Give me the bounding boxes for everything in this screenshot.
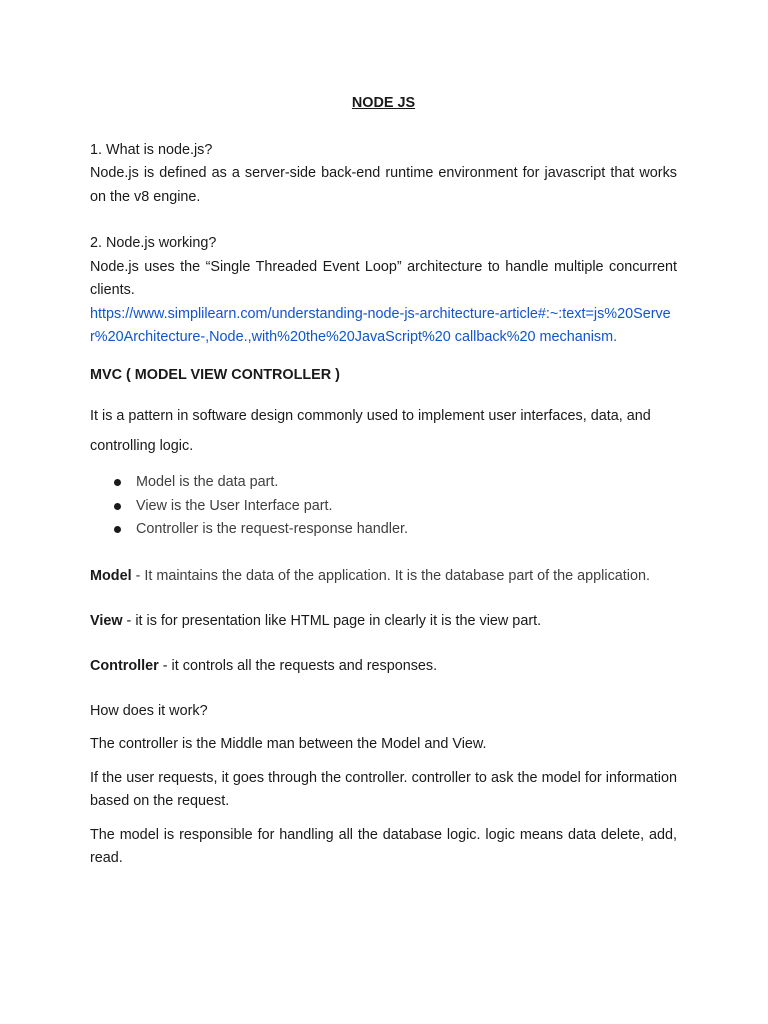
spacer <box>90 461 677 471</box>
view-definition <box>90 611 677 632</box>
model-term: Model <box>90 567 132 584</box>
controller-term: Controller <box>90 657 159 674</box>
mvc-intro: It is a pattern in software design commonly used to implement user interfaces, data, and controlling logic. <box>90 408 651 454</box>
how-it-works-paragraph-1: The controller is the Middle man between the Model and View. <box>90 736 487 752</box>
question-what-is-nodejs: 1. What is node.js? <box>90 141 213 158</box>
controller-definition <box>90 656 677 677</box>
spacer <box>90 757 677 767</box>
bullet-icon <box>114 503 121 510</box>
list-item: Model is the data part. <box>114 471 677 495</box>
bullet-icon <box>114 526 121 533</box>
how-it-works-heading: How does it work? <box>90 702 208 719</box>
model-definition <box>90 566 677 587</box>
spacer <box>90 632 677 656</box>
answer-nodejs-working: Node.js uses the “Single Threaded Event Loop” architecture to handle multiple concurrent clients. <box>90 258 677 298</box>
spacer <box>90 723 677 733</box>
simplilearn-link[interactable]: https://www.simplilearn.com/understanding-node-js-architecture-article#:~:text=js%20Server%20Architecture-,Node.,with%20the%20JavaScript%20 callback%20 mechanism. <box>90 305 671 345</box>
how-it-works-paragraph-2: If the user requests, it goes through the controller. controller to ask the model for information based on the request. <box>90 769 677 809</box>
document-title: NODE JS <box>351 95 416 111</box>
spacer <box>90 542 677 566</box>
bullet-icon <box>114 479 121 486</box>
list-item: Controller is the request-response handler. <box>114 518 677 542</box>
view-description: - it is for presentation like HTML page in clearly it is the view part. <box>122 612 542 629</box>
answer-what-is-nodejs: Node.js is defined as a server-side back-end runtime environment for javascript that works on the v8 engine. <box>90 165 677 205</box>
spacer <box>90 209 677 232</box>
view-term: View <box>90 612 123 629</box>
spacer <box>90 677 677 700</box>
mvc-bullet-list <box>90 471 677 542</box>
mvc-heading: MVC ( MODEL VIEW CONTROLLER ) <box>90 366 340 383</box>
spacer <box>90 387 677 401</box>
controller-description: - it controls all the requests and responses. <box>158 657 438 674</box>
spacer <box>90 350 677 364</box>
document-page <box>90 92 677 871</box>
spacer <box>90 587 677 611</box>
question-nodejs-working: 2. Node.js working? <box>90 235 217 251</box>
spacer <box>90 814 677 824</box>
model-description: - It maintains the data of the application. It is the database part of the application. <box>131 567 650 584</box>
how-it-works-paragraph-3: The model is responsible for handling all the database logic. logic means data delete, add, read. <box>90 826 677 866</box>
list-item: View is the User Interface part. <box>114 495 677 519</box>
